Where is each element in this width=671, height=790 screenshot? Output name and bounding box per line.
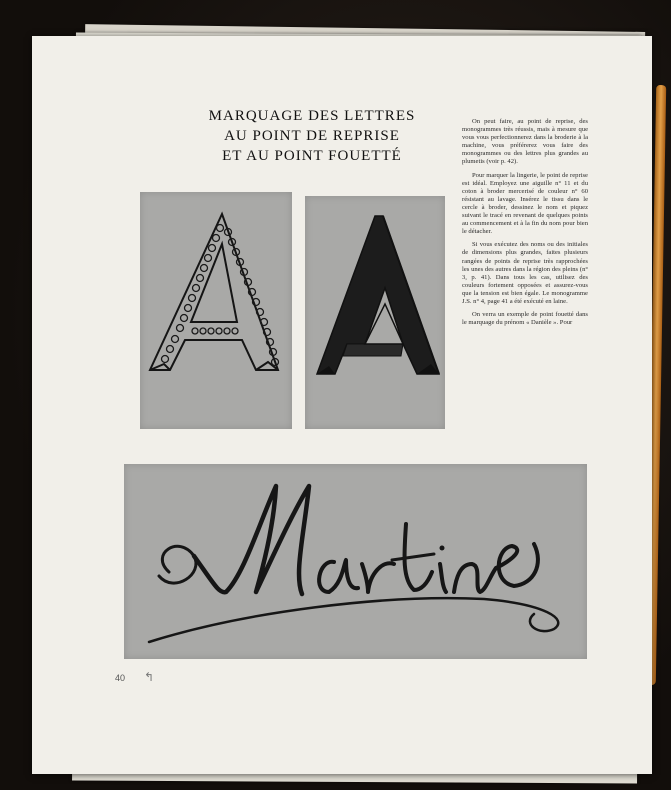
letter-a-fouette-illustration [305,196,445,429]
body-text-column [462,118,588,332]
letter-a-reprise-illustration [140,192,292,429]
pencil-mark: ↰ [144,670,155,684]
photo-letter-a-reprise [140,192,292,429]
martine-embroidery-illustration [124,464,587,659]
photo-letter-a-fouette [305,196,445,429]
book-page [32,36,652,774]
paragraph: On peut faire, au point de reprise, des monogrammes très réussis, mais à mesure que vous vous perfectionnerez dans la broderie à la machine, vous préférerez vous faire des monogrammes ou des lettres plus grandes au plumetis (voir p. 42). [462,118,588,166]
paragraph: Si vous exécutez des noms ou des initiales de dimensions plus grandes, faites plusieurs rangées de points de reprise très rapprochées les unes des autres dans la région des pleins (n° 3, p. 41). Dans tous les cas, utilisez des couleurs fortement opposées et assurez-vous que la tension est bien égale. Le monogramme J.S. n° 4, page 41 a été exécuté en laine. [462,241,588,305]
title-line-3: ET AU POINT FOUETTÉ [222,148,402,164]
title-line-1: MARQUAGE DES LETTRES [208,108,416,124]
paragraph: Pour marquer la lingerie, le point de reprise est idéal. Employez une aiguille n° 11 et du coton à broder mercerisé de couleur n° 60 résistant au lavage. Insérez le tissu dans le cercle à broder, dessinez le nom et piquez suivant le tracé en revenant de quelques points au commencement et à la fin du nom pour bien le détacher. [462,171,588,236]
page-number: 40 [115,673,126,683]
photo-name-martine [124,464,587,659]
title-line-2: AU POINT DE REPRISE [224,128,400,144]
paragraph: On verra un exemple de point fouetté dans le marquage du prénom « Danièle ». Pour [462,311,588,327]
page-title [192,106,432,166]
